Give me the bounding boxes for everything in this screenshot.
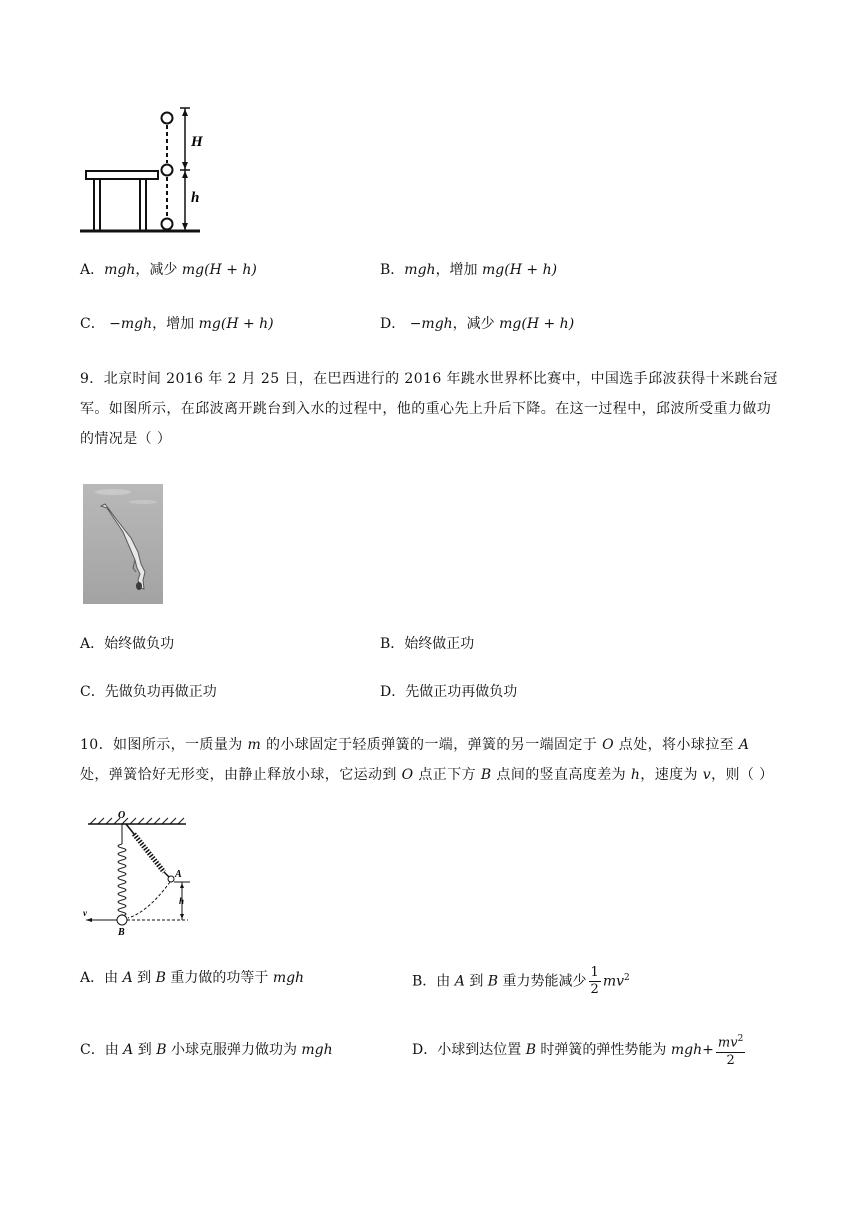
label-H: H xyxy=(191,134,203,150)
q10-option-d: D．小球到达位置 B 时弹簧的弹性势能为 mgh+ $\frac{mv^2}{2}$ xyxy=(412,1030,747,1070)
q9-stem: 9．北京时间 2016 年 2 月 25 日，在巴西进行的 2016 年跳水世界杯比赛中，中国选手邱波获得十米跳台冠军。如图所示，在邱波离开跳台到入水的过程中，他的重心先上升后下降。在这一过程中，邱波所受重力做功的情况是（ ） xyxy=(80,371,778,447)
label-h-dim: h xyxy=(179,896,185,906)
q8-option-d: D． −mgh，减少 mg(H + h) xyxy=(380,316,575,332)
q8-option-a: A．mgh，减少 mg(H + h) xyxy=(80,262,257,278)
label-B: B xyxy=(118,927,125,938)
q9-option-b: B．始终做正功 xyxy=(380,636,475,652)
q8-figure xyxy=(78,104,208,236)
q10-option-c: C．由 A 到 B 小球克服弹力做功为 mgh xyxy=(80,1042,333,1058)
q9-option-a: A．始终做负功 xyxy=(80,636,175,652)
label-A: A xyxy=(175,869,182,880)
fraction-mv2-over-2: $\frac{mv^2}{2}$ xyxy=(716,1031,745,1068)
q10-stem: 10．如图所示，一质量为 m 的小球固定于轻质弹簧的一端，弹簧的另一端固定于 O 点处，将小球拉至 A 处，弹簧恰好无形变，由静止释放小球，它运动到 O 点正下方 B 点间的竖直高度差为 h，速度为 v，则（ ） xyxy=(80,737,774,783)
label-v: v xyxy=(83,908,87,918)
q10-option-b: B．由 A 到 B 重力势能减少 $\frac{1}{2}$ $mv^2$ xyxy=(412,965,630,998)
q10-option-a: A．由 A 到 B 重力做的功等于 mgh xyxy=(80,970,305,986)
q9-option-d: D．先做正功再做负功 xyxy=(380,684,518,700)
label-h: h xyxy=(191,190,200,206)
q10-figure xyxy=(78,808,198,938)
q8-option-b: B．mgh，增加 mg(H + h) xyxy=(380,262,558,278)
q9-option-c: C．先做负功再做正功 xyxy=(80,684,217,700)
fraction-half: $\frac{1}{2}$ xyxy=(590,965,599,998)
diver-photo xyxy=(83,484,163,604)
label-O: O xyxy=(118,810,126,821)
q8-option-c: C． −mgh，增加 mg(H + h) xyxy=(80,316,274,332)
